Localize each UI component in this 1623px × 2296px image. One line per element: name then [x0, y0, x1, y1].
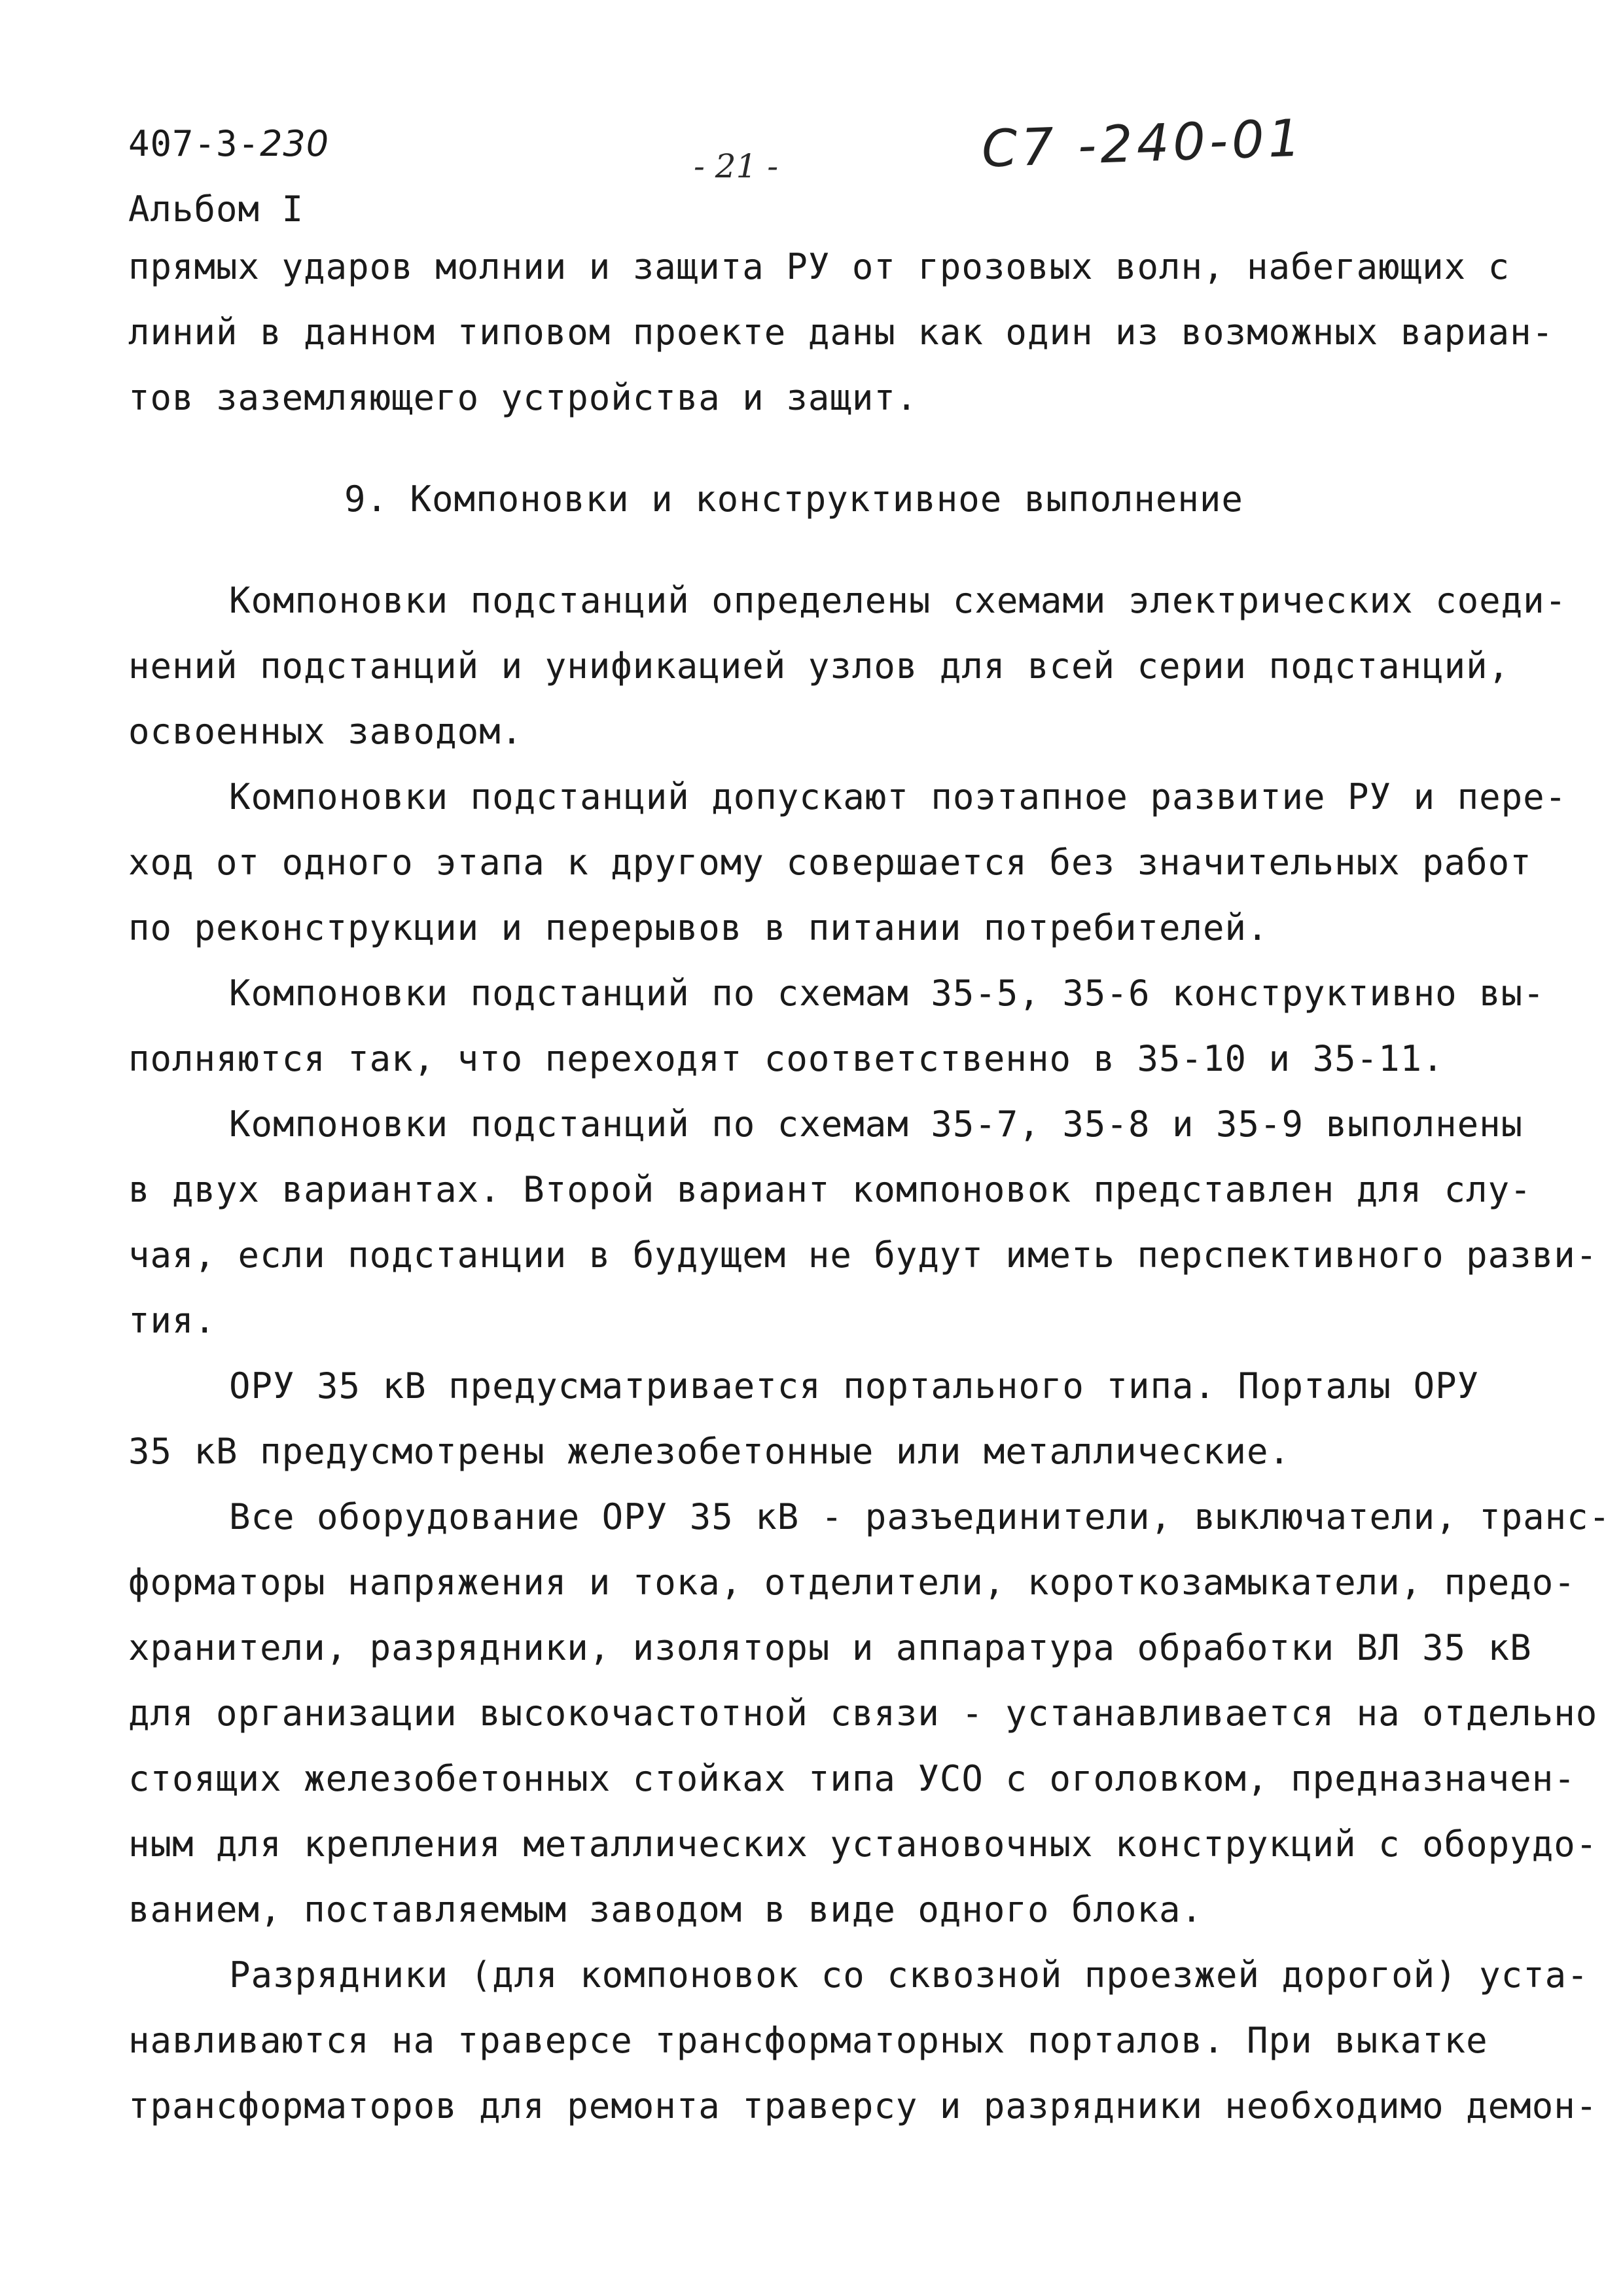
text-line: ОРУ 35 кВ предусматривается портального типа. Порталы ОРУ	[229, 1365, 1480, 1407]
text-line: тов заземляющего устройства и защит.	[128, 377, 918, 418]
text-line: ным для крепления металлических установочных конструкций с оборудо-	[128, 1823, 1598, 1865]
text-line: Компоновки подстанций по схемам 35-7, 35-8 и 35-9 выполнены	[229, 1103, 1524, 1145]
section-heading: 9. Компоновки и конструктивное выполнение	[344, 478, 1243, 520]
document-code-handwritten: 230	[260, 123, 330, 164]
text-line: Разрядники (для компоновок со сквозной проезжей дорогой) уста-	[229, 1954, 1589, 1996]
paragraph	[128, 1354, 1535, 1484]
text-line: по реконструкции и перерывов в питании потребителей.	[128, 907, 1269, 948]
text-line: Все оборудование ОРУ 35 кВ - разъединители, выключатели, транс-	[229, 1496, 1611, 1537]
page-number: - 21 -	[694, 147, 779, 185]
text-line: в двух вариантах. Второй вариант компоновок представлен для слу-	[128, 1169, 1532, 1210]
paragraph-continuation	[128, 234, 1554, 431]
text-line: полняются так, что переходят соответственно в 35-10 и 35-11.	[128, 1038, 1444, 1079]
text-line: для организации высокочастотной связи - устанавливается на отдельно	[128, 1693, 1598, 1734]
paragraph	[128, 568, 1567, 764]
paragraph	[128, 961, 1545, 1092]
text-line: хранители, разрядники, изоляторы и аппаратура обработки ВЛ 35 кВ	[128, 1627, 1532, 1668]
paragraph	[128, 1943, 1598, 2139]
text-line: навливаются на траверсе трансформаторных порталов. При выкатке	[128, 2020, 1488, 2061]
text-line: ход от одного этапа к другому совершается без значительных работ	[128, 842, 1532, 883]
text-line: прямых ударов молнии и защита РУ от грозовых волн, набегающих с	[128, 246, 1510, 287]
text-line: нений подстанций и унификацией узлов для всей серии подстанций,	[128, 645, 1510, 687]
text-line: стоящих железобетонных стойках типа УСО с оголовком, предназначен-	[128, 1758, 1576, 1799]
text-line: форматоры напряжения и тока, отделители, короткозамыкатели, предо-	[128, 1562, 1576, 1603]
handwritten-stamp: С7 -240-01	[980, 109, 1306, 179]
album-label: Альбом I	[128, 188, 304, 230]
text-line: чая, если подстанции в будущем не будут иметь перспективного разви-	[128, 1234, 1598, 1276]
text-line: трансформаторов для ремонта траверсу и разрядники необходимо демон-	[128, 2085, 1598, 2126]
text-line: освоенных заводом.	[128, 711, 524, 752]
paragraph	[128, 1092, 1598, 1354]
text-line: Компоновки подстанций определены схемами электрических соеди-	[229, 580, 1567, 621]
text-line: 35 кВ предусмотрены железобетонные или металлические.	[128, 1431, 1291, 1472]
document-code	[128, 111, 329, 177]
text-line: ванием, поставляемым заводом в виде одного блока.	[128, 1889, 1204, 1930]
document-header	[128, 111, 329, 242]
paragraph	[128, 1484, 1611, 1943]
text-line: Компоновки подстанций допускают поэтапное развитие РУ и пере-	[229, 776, 1567, 817]
document-body	[128, 234, 1611, 2139]
text-line: линий в данном типовом проекте даны как один из возможных вариан-	[128, 312, 1554, 353]
document-code-prefix: 407-3-	[128, 123, 260, 164]
text-line: тия.	[128, 1300, 217, 1341]
paragraph	[128, 764, 1567, 961]
text-line: Компоновки подстанций по схемам 35-5, 35-6 конструктивно вы-	[229, 973, 1545, 1014]
